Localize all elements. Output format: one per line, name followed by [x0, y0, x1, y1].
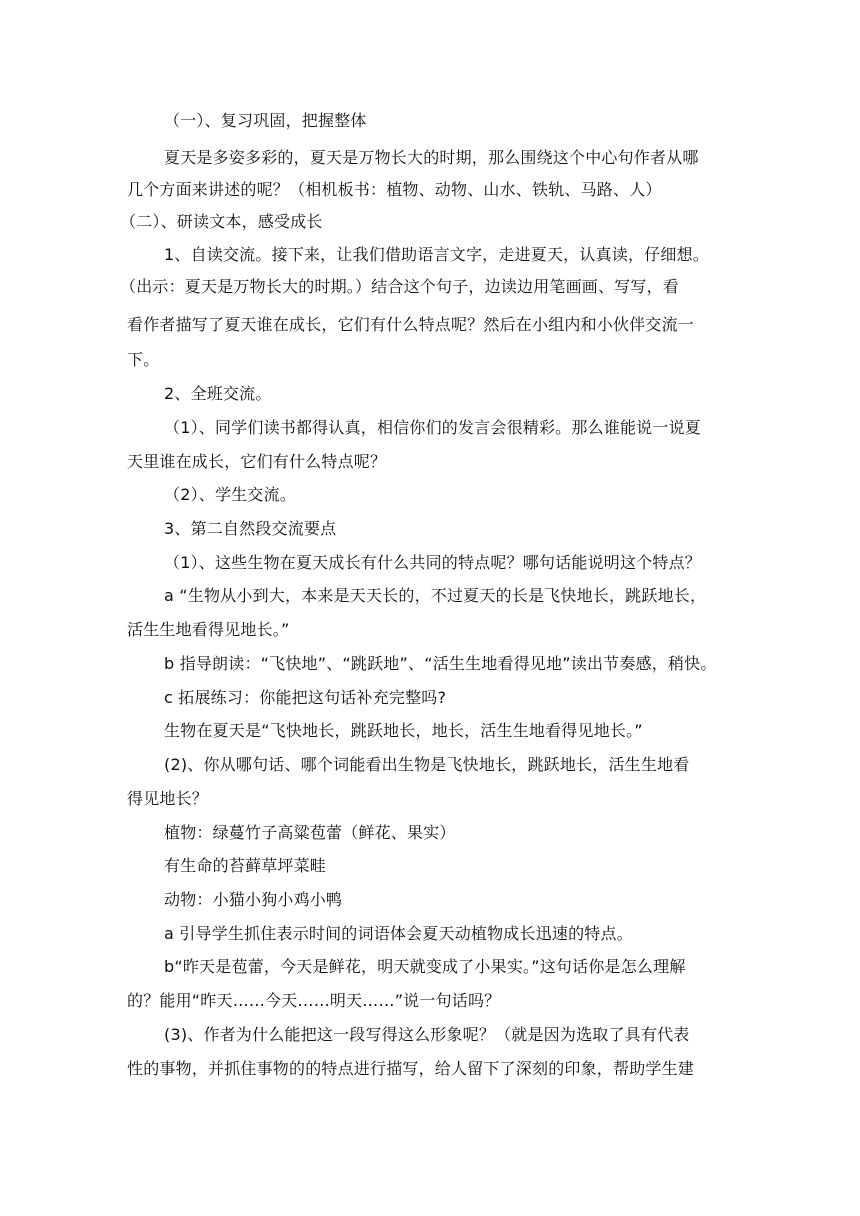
paragraph-line: 有生命的苔藓草坪菜畦: [164, 856, 327, 875]
paragraph-line: 植物：绿蔓竹子高粱苞蕾（鲜花、果实）: [164, 823, 456, 842]
paragraph-line: (2)、你从哪句话、哪个词能看出生物是飞快地长，跳跃地长，活生生地看: [164, 755, 690, 774]
paragraph-line: 2、全班交流。: [164, 384, 272, 403]
paragraph-line: a “生物从小到大，本来是天天长的，不过夏天的长是飞快地长，跳跃地长，: [164, 586, 707, 605]
paragraph-line: （出示：夏天是万物长大的时期。）结合这个句子，边读边用笔画画、写写，看: [120, 277, 680, 296]
section-heading-review: （一）、复习巩固，把握整体: [164, 111, 367, 130]
paragraph-line: 几个方面来讲述的呢？（相机板书：植物、动物、山水、铁轨、马路、人）: [127, 180, 662, 199]
paragraph-line: a 引导学生抓住表示时间的词语体会夏天动植物成长迅速的特点。: [164, 924, 633, 943]
paragraph-line: 动物：小猫小狗小鸡小鸭: [164, 890, 343, 909]
paragraph-line: b 指导朗读：“飞快地”、“跳跃地”、“活生生地看得见地”读出节奏感，稍快。: [164, 654, 717, 673]
section-heading-study: （二）、研读文本，感受成长: [120, 212, 323, 231]
paragraph-line: 得见地长？: [127, 789, 209, 808]
paragraph-line: (3)、作者为什么能把这一段写得这么形象呢？（就是因为选取了具有代表: [164, 1025, 690, 1044]
paragraph-line: 性的事物，并抓住事物的的特点进行描写，给人留下了深刻的印象，帮助学生建: [127, 1059, 695, 1078]
paragraph-line: c 拓展练习：你能把这句话补充完整吗?: [164, 688, 447, 707]
paragraph-line: （1）、同学们读书都得认真，相信你们的发言会很精彩。那么谁能说一说夏: [164, 418, 701, 437]
paragraph-line: 3、第二自然段交流要点: [164, 519, 337, 538]
paragraph-line: 天里谁在成长，它们有什么特点呢？: [127, 452, 387, 471]
paragraph-line: 1、自读交流。接下来，让我们借助语言文字，走进夏天，认真读，仔细想。: [164, 245, 709, 264]
paragraph-line: 下。: [127, 350, 160, 369]
paragraph-line: （1）、这些生物在夏天成长有什么共同的特点呢？哪句话能说明这个特点？: [164, 553, 701, 572]
paragraph-line: 生物在夏天是“飞快地长，跳跃地长，地长，活生生地看得见地长。”: [164, 721, 643, 740]
paragraph-line: b“昨天是苞蕾，今天是鲜花，明天就变成了小果实。”这句话你是怎么理解: [164, 957, 686, 976]
paragraph-line: （2）、学生交流。: [164, 485, 296, 504]
paragraph-line: 看作者描写了夏天谁在成长，它们有什么特点呢？然后在小组内和小伙伴交流一: [127, 315, 695, 334]
paragraph-line: 活生生地看得见地长。”: [127, 620, 290, 639]
paragraph-line: 夏天是多姿多彩的，夏天是万物长大的时期，那么围绕这个中心句作者从哪: [164, 148, 699, 167]
paragraph-line: 的？能用“昨天……今天……明天……”说一句话吗？: [127, 991, 501, 1010]
